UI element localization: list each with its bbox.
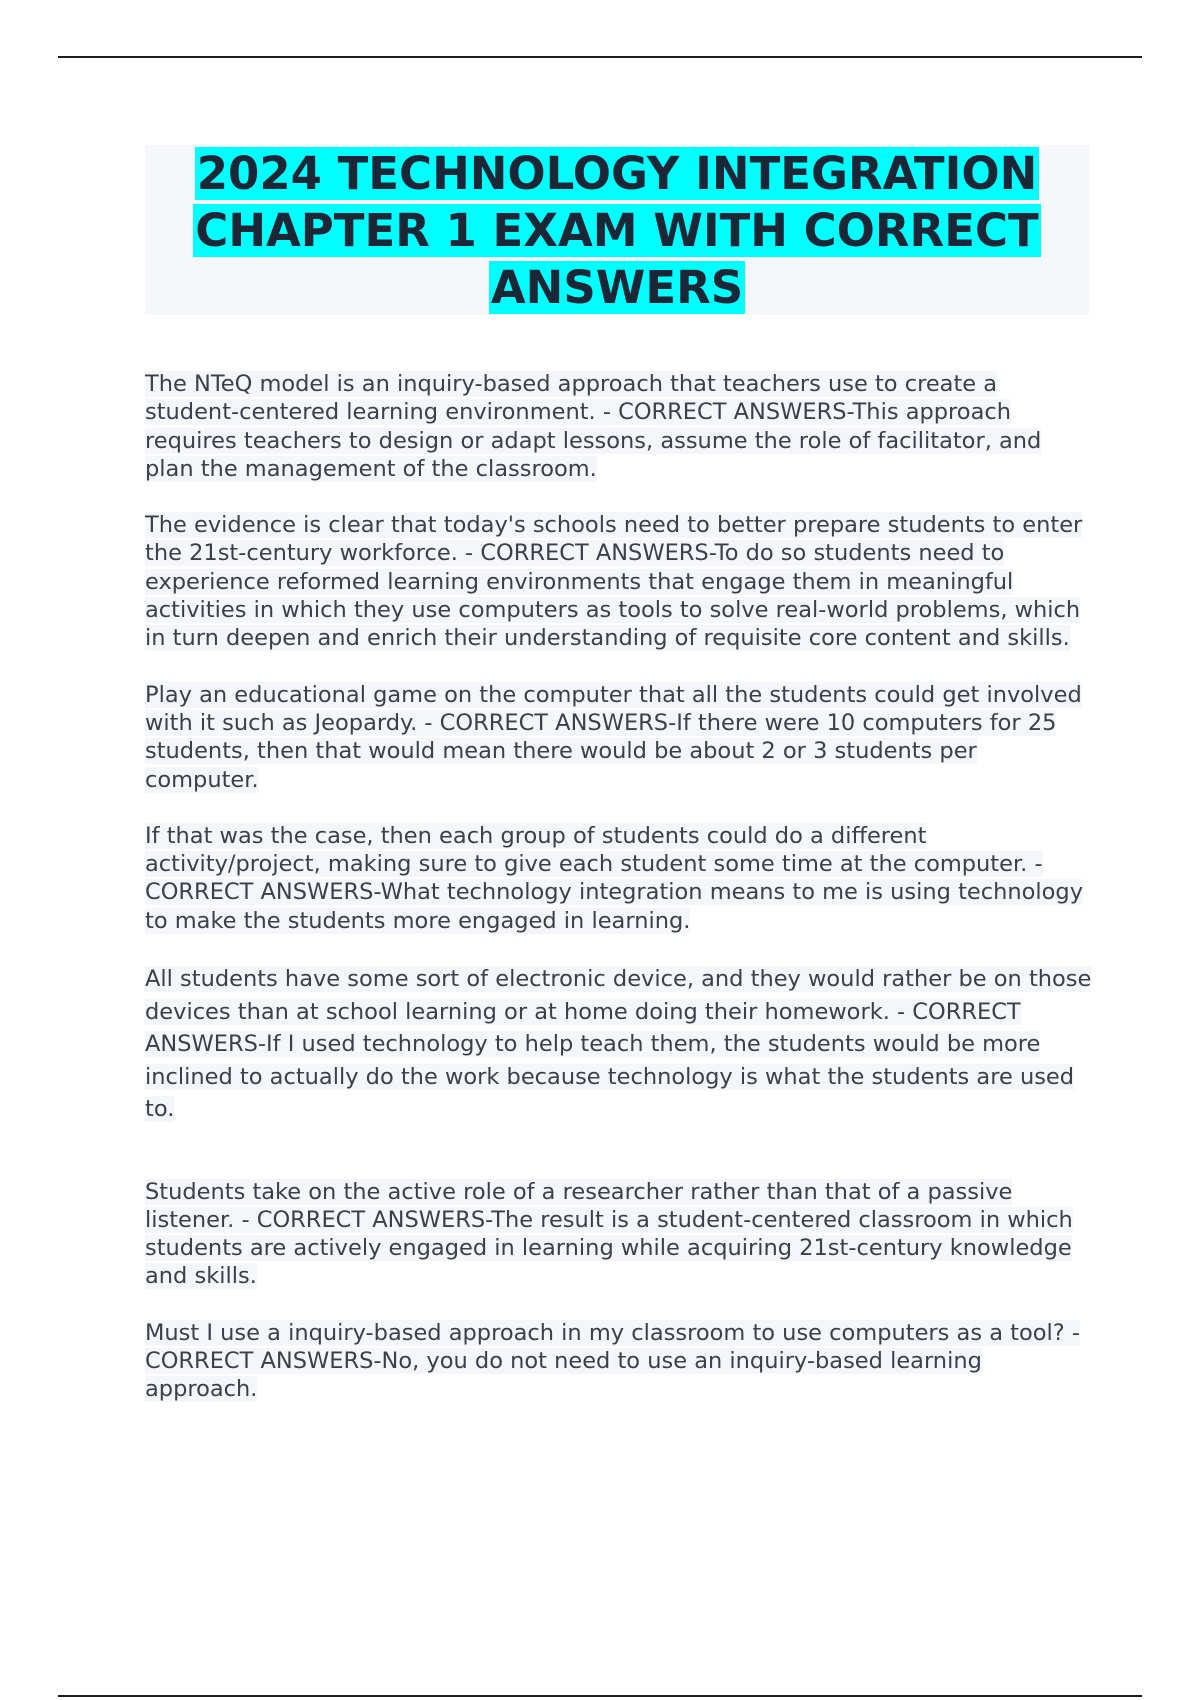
qa-text: Students take on the active role of a researcher rather than that of a passive listener. - CORRECT ANSWERS-The result is a student-centered classroom in which students are actively engaged in learning while acquiring 21st-century knowledge and skills. <box>145 1178 1073 1290</box>
qa-text: The NTeQ model is an inquiry-based approach that teachers use to create a student-centered learning environment. - CORRECT ANSWERS-This approach requires teachers to design or adapt lessons, assume the role of facilitator, and plan the management of the classroom. <box>145 371 1042 482</box>
qa-text: Must I use a inquiry-based approach in my classroom to use computers as a tool? - CORRECT ANSWERS-No, you do not need to use an inquiry-based learning approach. <box>145 1319 1080 1403</box>
qa-item <box>145 370 1095 483</box>
top-rule <box>58 56 1142 58</box>
qa-text: If that was the case, then each group of students could do a different activity/project, making sure to give each student some time at the computer. - CORRECT ANSWERS-What technology integration means to me is using technology to make the students more engaged in learning. <box>145 822 1084 934</box>
qa-text: The evidence is clear that today's schools need to better prepare students to enter the 21st-century workforce. - CORRECT ANSWERS-To do so students need to experience reformed learning environments that engage them in meaningful activities in which they use computers as tools to solve real-world problems, which in turn deepen and enrich their understanding of requisite core content and skills. <box>145 512 1083 652</box>
qa-item <box>145 963 1095 1126</box>
qa-item <box>145 511 1095 652</box>
qa-list <box>145 370 1095 1432</box>
qa-item <box>145 1319 1095 1404</box>
document-title <box>145 145 1089 316</box>
title-block <box>145 145 1089 315</box>
title-highlight: 2024 TECHNOLOGY INTEGRATION CHAPTER 1 EXAM WITH CORRECT ANSWERS <box>195 147 1039 314</box>
qa-item <box>145 822 1095 935</box>
qa-text: All students have some sort of electronic device, and they would rather be on those devices than at school learning or at home doing their homework. - CORRECT ANSWERS-If I used technology to help teach them, the students would be more inclined to actually do the work because technology is what the students are used to. <box>145 966 1092 1123</box>
qa-item <box>145 681 1095 794</box>
bottom-rule <box>58 1695 1142 1697</box>
qa-item <box>145 1178 1095 1291</box>
qa-text: Play an educational game on the computer that all the students could get involved with it such as Jeopardy. - CORRECT ANSWERS-If there were 10 computers for 25 students, then that would mean there would be about 2 or 3 students per computer. <box>145 681 1082 793</box>
